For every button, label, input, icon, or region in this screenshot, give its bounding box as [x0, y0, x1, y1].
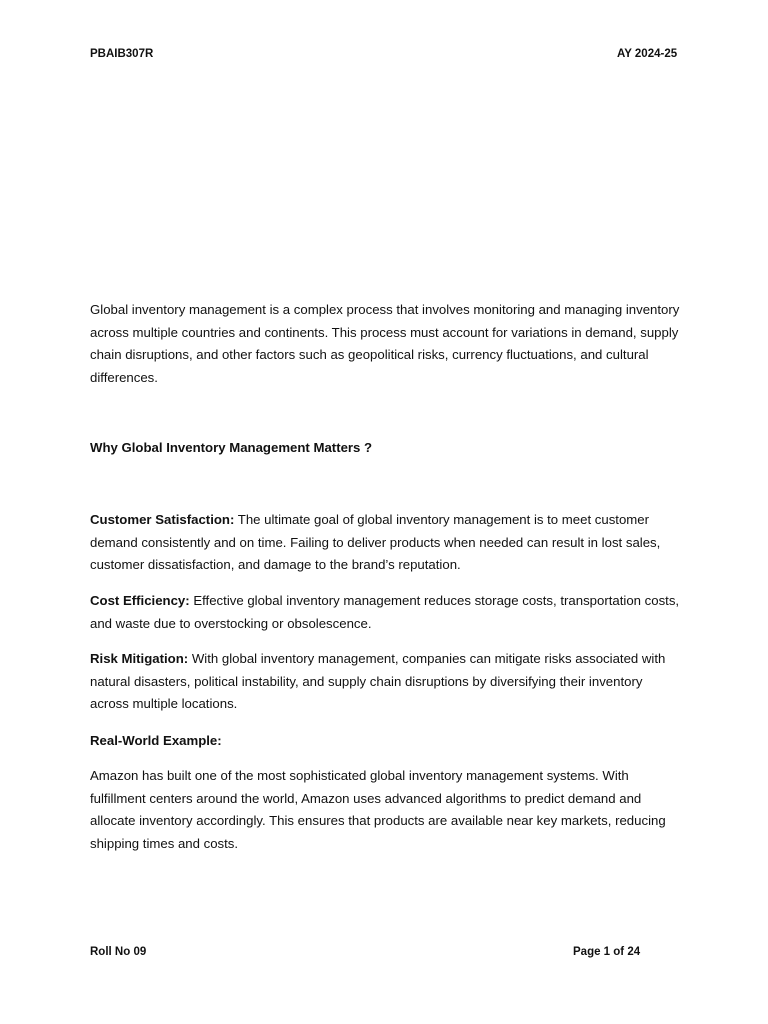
intro-text: Global inventory management is a complex process that involves monitoring and managing inventory across multiple countries and continents. This process must account for variations in demand, supply chain disruptions, and other factors such as geopolitical risks, currency fluctuations, and cultural differences. [90, 302, 680, 385]
point-risk-mitigation [90, 648, 680, 716]
point-text: Effective global inventory management reduces storage costs, transportation costs, and waste due to overstocking or obsolescence. [90, 593, 680, 631]
example-paragraph [90, 765, 680, 855]
header-academic-year: AY 2024-25 [617, 48, 678, 60]
section-heading: Why Global Inventory Management Matters ? [90, 440, 373, 455]
example-text: Amazon has built one of the most sophisticated global inventory management systems. With fulfillment centers around the world, Amazon uses advanced algorithms to predict demand and allocate inventory accordingly. This ensures that products are available near key markets, reducing shipping times and costs. [90, 768, 666, 851]
point-cost-efficiency [90, 590, 680, 635]
point-text: The ultimate goal of global inventory management is to meet customer demand consistently and on time. Failing to deliver products when needed can result in lost sales, customer dissatisfaction, and damage to the brand’s reputation. [90, 512, 661, 573]
example-label: Real-World Example: [90, 733, 222, 748]
point-text: With global inventory management, companies can mitigate risks associated with natural disasters, political instability, and supply chain disruptions by diversifying their inventory across multiple locations. [90, 651, 666, 712]
point-customer-satisfaction [90, 509, 680, 577]
footer-page-info: Page 1 of 24 [573, 946, 641, 958]
intro-paragraph [90, 299, 680, 389]
footer-roll-no: Roll No 09 [90, 946, 147, 958]
point-label: Customer Satisfaction: [90, 512, 235, 527]
point-label: Risk Mitigation: [90, 651, 189, 666]
point-label: Cost Efficiency: [90, 593, 190, 608]
header-course-code: PBAIB307R [90, 48, 154, 60]
